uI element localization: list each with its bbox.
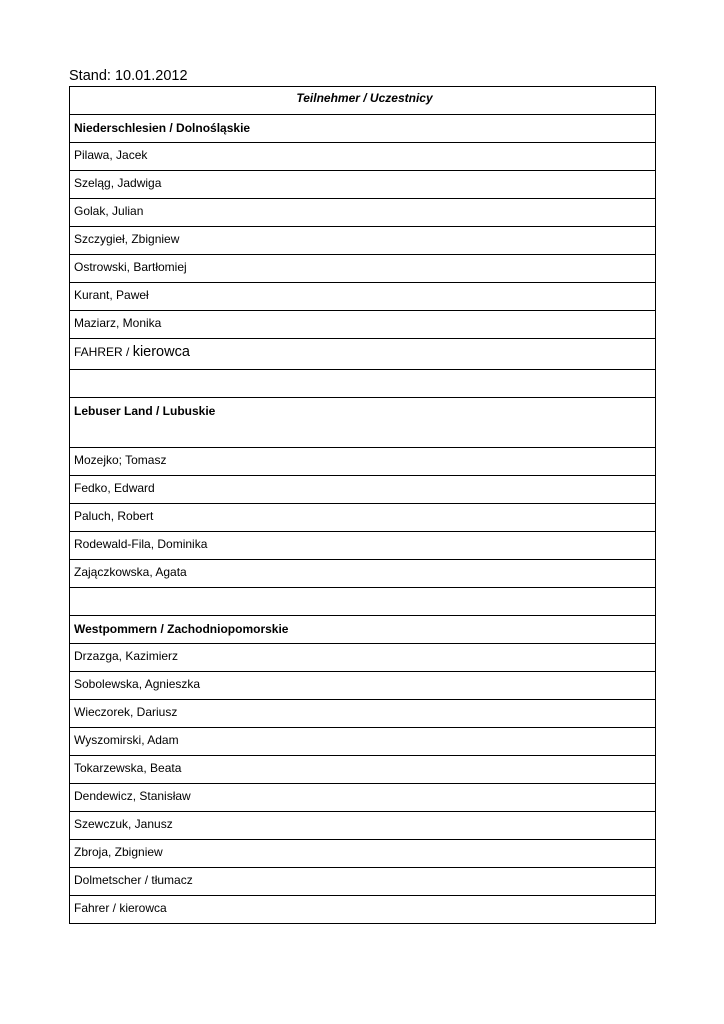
- driver-label-pl: kierowca: [132, 344, 190, 360]
- table-row: [70, 840, 656, 868]
- region-row: [70, 616, 656, 644]
- region-row: [70, 115, 656, 143]
- participant-name: Dendewicz, Stanisław: [70, 784, 656, 812]
- blank-cell: [70, 370, 656, 398]
- table-row: [70, 255, 656, 283]
- table-row: [70, 644, 656, 672]
- blank-row: [70, 588, 656, 616]
- participant-name: Fedko, Edward: [70, 476, 656, 504]
- table-row: [70, 504, 656, 532]
- participant-name: Golak, Julian: [70, 199, 656, 227]
- table-row: [70, 227, 656, 255]
- region-heading: Lebuser Land / Lubuskie: [70, 398, 656, 448]
- table-row: [70, 560, 656, 588]
- table-row: [70, 756, 656, 784]
- driver-entry: Fahrer / kierowca: [70, 896, 656, 924]
- table-row: [70, 476, 656, 504]
- table-row: [70, 339, 656, 370]
- table-row: [70, 672, 656, 700]
- table-row: [70, 812, 656, 840]
- participant-name: Pilawa, Jacek: [70, 143, 656, 171]
- participant-name: Wieczorek, Dariusz: [70, 700, 656, 728]
- table-row: [70, 143, 656, 171]
- table-header-row: [70, 87, 656, 115]
- region-row: [70, 398, 656, 448]
- driver-label-de: FAHRER /: [74, 345, 130, 359]
- participant-name: Sobolewska, Agnieszka: [70, 672, 656, 700]
- blank-row: [70, 370, 656, 398]
- interpreter-entry: Dolmetscher / tłumacz: [70, 868, 656, 896]
- participant-name: Zbroja, Zbigniew: [70, 840, 656, 868]
- table-row: [70, 199, 656, 227]
- participant-name: Kurant, Paweł: [70, 283, 656, 311]
- document-date: Stand: 10.01.2012: [69, 68, 188, 84]
- blank-cell: [70, 588, 656, 616]
- participant-name: Szewczuk, Janusz: [70, 812, 656, 840]
- participant-name: Zajączkowska, Agata: [70, 560, 656, 588]
- participant-name: Mozejko; Tomasz: [70, 448, 656, 476]
- table-row: [70, 532, 656, 560]
- table-row: [70, 728, 656, 756]
- table-row: [70, 171, 656, 199]
- participant-name: Ostrowski, Bartłomiej: [70, 255, 656, 283]
- table-row: [70, 448, 656, 476]
- participant-name: Rodewald-Fila, Dominika: [70, 532, 656, 560]
- region-heading: Westpommern / Zachodniopomorskie: [70, 616, 656, 644]
- table-row: [70, 896, 656, 924]
- participant-name: Szczygieł, Zbigniew: [70, 227, 656, 255]
- participant-name: Tokarzewska, Beata: [70, 756, 656, 784]
- table-title: Teilnehmer / Uczestnicy: [70, 87, 656, 115]
- table-row: [70, 311, 656, 339]
- driver-entry: [70, 339, 656, 370]
- table-row: [70, 784, 656, 812]
- participant-name: Wyszomirski, Adam: [70, 728, 656, 756]
- participant-name: Szeląg, Jadwiga: [70, 171, 656, 199]
- table-row: [70, 700, 656, 728]
- participants-table: [69, 86, 656, 924]
- participant-name: Paluch, Robert: [70, 504, 656, 532]
- participant-name: Drzazga, Kazimierz: [70, 644, 656, 672]
- table-row: [70, 283, 656, 311]
- table-row: [70, 868, 656, 896]
- participant-name: Maziarz, Monika: [70, 311, 656, 339]
- region-heading: Niederschlesien / Dolnośląskie: [70, 115, 656, 143]
